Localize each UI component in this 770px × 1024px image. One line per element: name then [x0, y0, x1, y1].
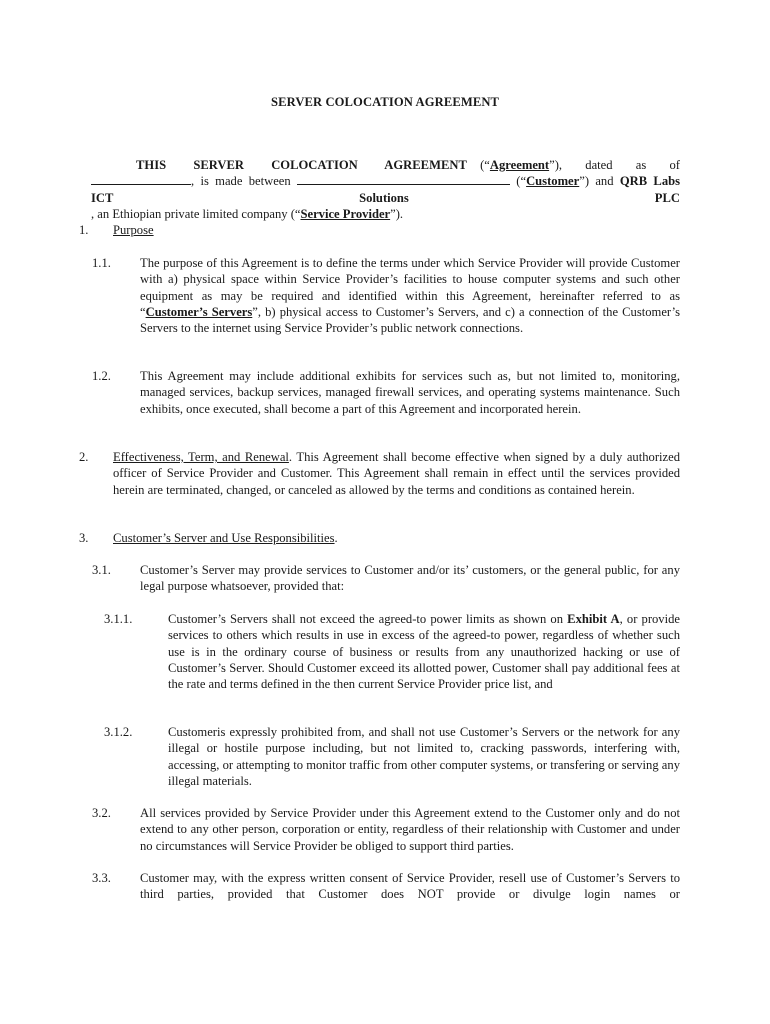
clause-1-2-number: 1.2. — [92, 369, 111, 383]
clause-3-3-number: 3.3. — [92, 871, 111, 885]
clause-3-2: All services provided by Service Provider under this Agreement extend to the Customer only and do not extend to any other person, corporation or entity, regardless of their relationship with Customer and under no circumstances will Service Provider be obliged to support third parties. — [140, 806, 680, 853]
date-blank — [91, 173, 191, 185]
clause-3-1-2-number: 3.1.2. — [104, 725, 133, 739]
term-customer: Customer — [526, 174, 580, 189]
exhibit-a-reference: Exhibit A — [567, 612, 620, 626]
intro-line-2: , is made between (“Customer”) and QRB Labs ICT Solutions PLC — [91, 174, 681, 205]
term-service-provider: Service Provider — [300, 206, 391, 221]
section-1-heading: Purpose — [113, 223, 154, 237]
section-2-paragraph: Effectiveness, Term, and Renewal. This Agreement shall become effective when signed by a duly authorized officer of Service Provider and Customer. This Agreement shall remain in effect until the services provided herein are terminated, changed, or canceled as allowed by the terms and conditions as contained herein. — [113, 450, 680, 497]
section-3-number: 3. — [79, 531, 89, 545]
document-title: SERVER COLOCATION AGREEMENT — [270, 95, 500, 109]
section-1-number: 1. — [79, 223, 89, 237]
section-2-heading: Effectiveness, Term, and Renewal — [113, 450, 289, 464]
clause-3-1-2: Customeris expressly prohibited from, and shall not use Customer’s Servers or the network for any illegal or hostile purpose including, but not limited to, cracking passwords, interfering with, accessing, or attempting to monitor traffic from other computer systems, or transfering or serving any illegal materials. — [168, 725, 680, 788]
clause-3-1: Customer’s Server may provide services to Customer and/or its’ customers, or the general public, for any legal purpose whatsoever, provided that: — [140, 563, 680, 594]
section-2-number: 2. — [79, 450, 89, 464]
intro-paragraph — [91, 157, 680, 222]
intro-line-1: THIS SERVER COLOCATION AGREEMENT (“Agreement”), dated as of — [136, 158, 680, 172]
party-blank — [297, 173, 510, 185]
clause-1-2: This Agreement may include additional exhibits for services such as, but not limited to, monitoring, managed services, backup services, managed firewall services, and operating systems maintenance. Such exhibits, once executed, shall become a part of this Agreement and incorporated herein. — [140, 369, 680, 416]
intro-lead: THIS SERVER COLOCATION AGREEMENT — [136, 158, 467, 172]
section-3-heading: Customer’s Server and Use Responsibilities — [113, 531, 335, 545]
clause-1-1: The purpose of this Agreement is to define the terms under which Service Provider will provide Customer with a) physical space within Service Provider’s facilities to house computer systems and such other equipment as may be required and identified within this Agreement, hereinafter referred to as “Customer’s Servers”, b) physical access to Customer’s Servers, and c) a connection of the Customer’s Servers to the internet using Service Provider’s public network connections. — [140, 256, 680, 336]
clause-3-1-1-number: 3.1.1. — [104, 612, 133, 626]
clause-3-1-1: Customer’s Servers shall not exceed the agreed-to power limits as shown on Exhibit A, or provide services to others which results in use in excess of the agreed-to power, regardless of whether such use is in the ordinary course of business or results from any unauthorized hacking or use of Customer’s Server. Should Customer exceed its allotted power, Customer shall pay additional fees at the rate and terms defined in the then current Service Provider price list, and — [168, 612, 680, 692]
term-agreement: Agreement — [489, 158, 550, 172]
clause-3-1-number: 3.1. — [92, 563, 111, 577]
intro-line-3: , an Ethiopian private limited company (“Service Provider”). — [91, 206, 404, 221]
company-name: QRB Labs ICT Solutions PLC — [91, 174, 681, 205]
term-customers-servers: Customer’s Servers — [145, 304, 253, 319]
section-3-heading-wrap: Customer’s Server and Use Responsibilities. — [113, 531, 338, 545]
clause-3-2-number: 3.2. — [92, 806, 111, 820]
clause-3-3: Customer may, with the express written consent of Service Provider, resell use of Customer’s Servers to third parties, provided that Customer does NOT provide or divulge login names or — [140, 871, 680, 902]
clause-1-1-number: 1.1. — [92, 256, 111, 270]
